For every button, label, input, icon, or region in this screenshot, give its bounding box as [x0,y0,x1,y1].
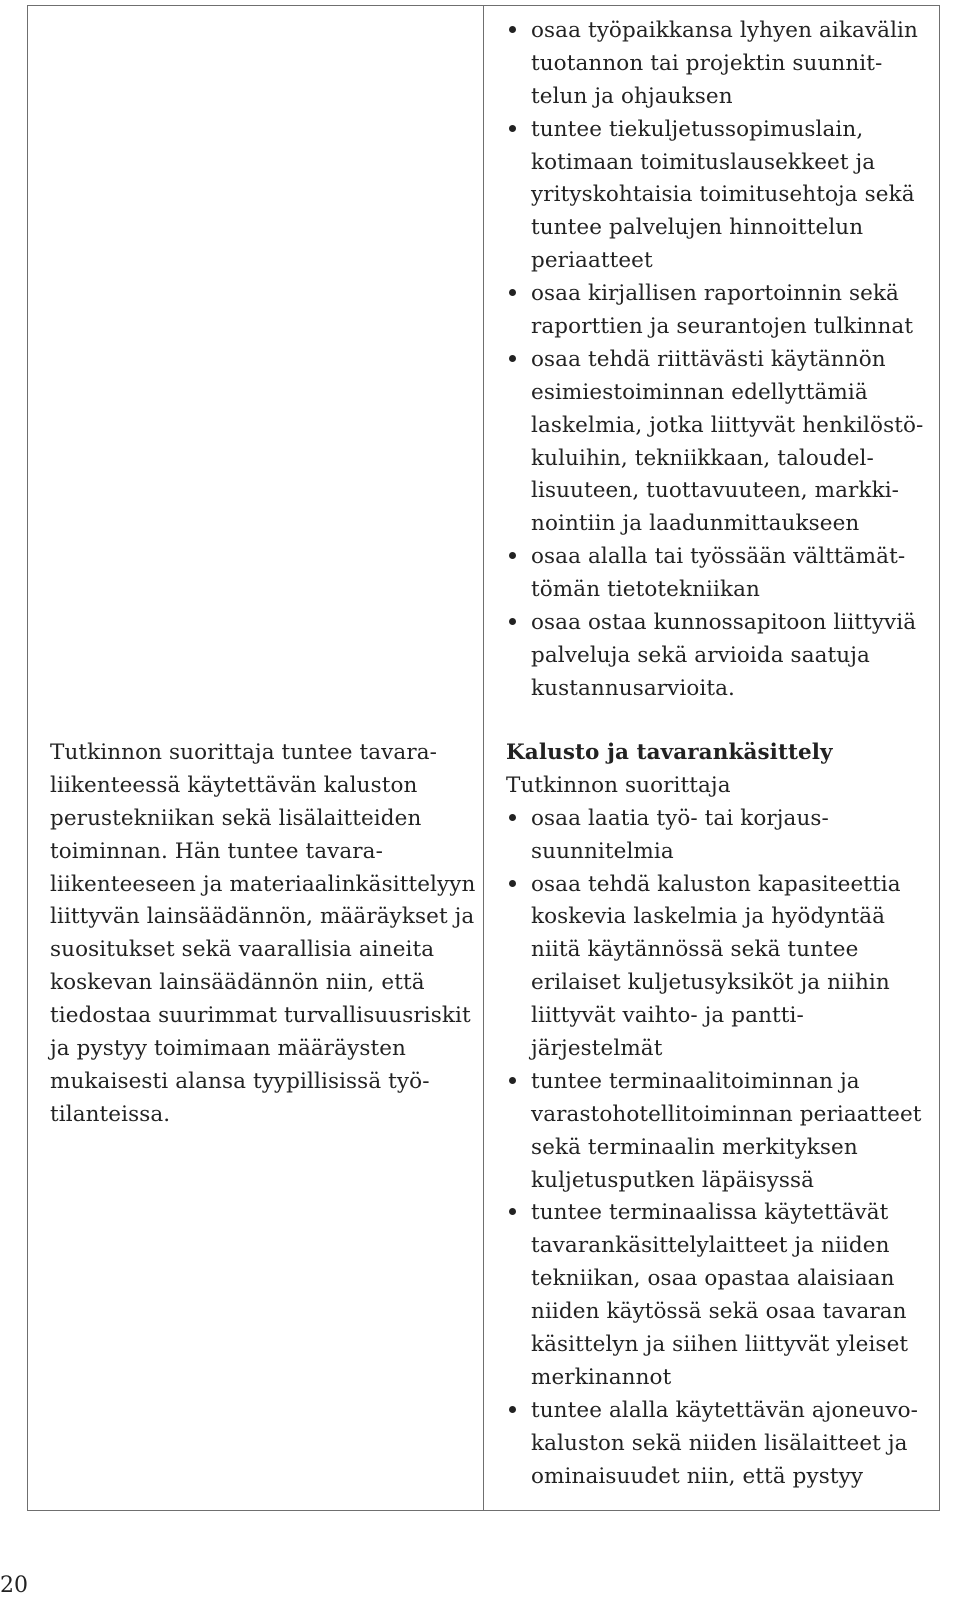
list-item [506,1395,922,1494]
list-item [506,803,922,869]
list-item [506,344,923,541]
paragraph-line: suositukset sekä vaarallisia aineita [50,937,435,963]
right-column-section [506,737,922,1493]
list-item-line: kotimaan toimituslausekkeet ja [531,149,876,175]
list-item-line: niiden käytössä sekä osaa tavaran [531,1299,907,1325]
list-item-line: osaa laatia työ- tai korjaus- [531,805,829,831]
list-item-line: lisuuteen, tuottavuuteen, markki- [531,478,900,504]
list-item-line: laskelmia, jotka liittyvät henkilöstö- [531,412,924,438]
paragraph-line: koskevan lainsäädännön niin, että [50,970,425,996]
list-item-line: nointiin ja laadunmittaukseen [531,511,860,537]
list-item [506,1066,922,1198]
list-item-line: erilaiset kuljetusyksiköt ja niihin [531,970,890,996]
list-item-line: tuntee tiekuljetussopimuslain, [531,116,864,142]
list-item-line: kustannusarvioita. [531,675,735,701]
section-intro: Tutkinnon suorittaja [506,772,731,798]
list-item-line: kuljetusputken läpäisyssä [531,1167,815,1193]
list-item [506,607,923,706]
list-item-line: tuntee alalla käytettävän ajoneuvo- [531,1397,918,1423]
list-item-line: tuntee palvelujen hinnoittelun [531,215,864,241]
list-item [506,114,923,278]
list-item [506,278,923,344]
list-item-line: osaa kirjallisen raportoinnin sekä [531,281,899,307]
list-item-line: osaa ostaa kunnossapitoon liittyviä [531,610,917,636]
list-item-line: osaa tehdä riittävästi käytännön [531,346,886,372]
list-item-line: tuotannon tai projektin suunnit- [531,50,883,76]
list-item-line: tavarankäsittelylaitteet ja niiden [531,1233,890,1259]
list-item-line: tuntee terminaalitoiminnan ja [531,1068,860,1094]
list-item-line: kaluston sekä niiden lisälaitteet ja [531,1430,908,1456]
paragraph-line: liittyvän lainsäädännön, määräykset ja [50,904,475,930]
paragraph-line: liikenteeseen ja materiaalinkäsittelyyn [50,871,476,897]
list-item-line: järjestelmät [531,1036,663,1062]
paragraph-line: ja pystyy toimimaan määräysten [50,1036,406,1062]
list-item-line: periaatteet [531,248,653,274]
content-table [27,5,940,1511]
left-column-paragraph [50,737,475,1132]
list-item-line: liittyvät vaihto- ja pantti- [531,1003,804,1029]
list-item-line: kuluihin, tekniikkaan, taloudel- [531,445,874,471]
list-item-line: tuntee terminaalissa käytettävät [531,1200,889,1226]
list-item-line: varastohotellitoiminnan periaatteet [531,1101,922,1127]
list-item-line: tekniikan, osaa opastaa alaisiaan [531,1266,895,1292]
list-item-line: palveluja sekä arvioida saatuja [531,642,870,668]
list-item-line: esimiestoiminnan edellyttämiä [531,379,868,405]
list-item-line: osaa alalla tai työssään välttämät- [531,544,906,570]
list-item-line: merkinannot [531,1364,672,1390]
paragraph-line: perustekniikan sekä lisälaitteiden [50,805,422,831]
list-item-line: ominaisuudet niin, että pystyy [531,1463,864,1489]
list-item [506,541,923,607]
list-item-line: tömän tietotekniikan [531,577,760,603]
list-item-line: koskevia laskelmia ja hyödyntää [531,904,886,930]
list-item-line: raporttien ja seurantojen tulkinnat [531,314,914,340]
section-heading: Kalusto ja tavarankäsittely [506,740,833,765]
paragraph-line: Tutkinnon suorittaja tuntee tavara- [50,740,437,765]
list-item-line: suunnitelmia [531,838,674,864]
list-item-line: osaa tehdä kaluston kapasiteettia [531,871,901,897]
page-number: 20 [0,1573,28,1598]
paragraph-line: toiminnan. Hän tuntee tavara- [50,838,383,864]
column-divider [483,6,484,1510]
paragraph-line: liikenteessä käytettävän kaluston [50,772,418,798]
paragraph-line: tilanteissa. [50,1101,171,1127]
list-item-line: sekä terminaalin merkityksen [531,1134,858,1160]
paragraph-line: mukaisesti alansa tyypillisissä työ- [50,1068,430,1094]
paragraph-line: tiedostaa suurimmat turvallisuusriskit [50,1003,471,1029]
list-item-line: yrityskohtaisia toimitusehtoja sekä [531,182,915,208]
list-item-line: telun ja ohjauksen [531,83,733,109]
list-item [506,869,922,1066]
list-item-line: osaa työpaikkansa lyhyen aikavälin [531,18,918,43]
list-item [506,15,923,114]
list-item-line: niitä käytännössä sekä tuntee [531,937,859,963]
list-item-line: käsittelyn ja siihen liittyvät yleiset [531,1332,909,1358]
list-item [506,1197,922,1394]
right-column-top-list [506,15,923,706]
